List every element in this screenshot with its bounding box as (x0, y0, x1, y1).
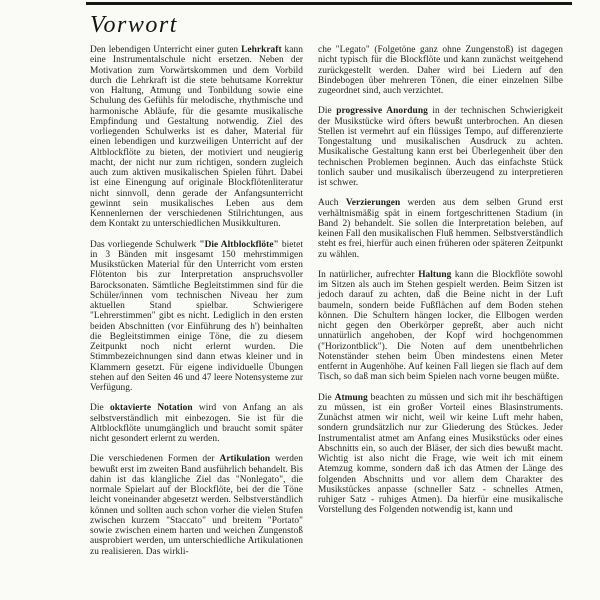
body-text: Die verschiedenen Formen der (90, 454, 220, 465)
paragraph (318, 270, 563, 383)
body-text: Die (90, 403, 110, 414)
paragraph (90, 240, 303, 394)
paragraph (90, 45, 303, 230)
bold-keyword: Atmung (334, 392, 368, 403)
bold-keyword: oktavierte Notation (109, 403, 193, 414)
paragraph (90, 403, 303, 444)
body-text: werden aus dem selben Grund erst verhältnismäßig spät in einem fortgeschrittenen Stadium (in Band 2) behandelt. Sie sollen die Interpretation beleben, auf keinen Fall den musikalischen Fluß hemmen. Selbstverständlich steht es frei, hierfür auch einen früheren oder späteren Zeitpunkt zu wählen. (318, 198, 563, 260)
body-text: werden bewußt erst im zweiten Band ausführlich behandelt. Bis dahin ist das klangliche Ziel das "Nonlegato", die normale Spielart auf der Blockflöte, bei der die Töne leicht voneinander abgesetzt werden. Selbstverständlich können und sollten auch schon vorher die vielen Stufen zwischen kurzem "Staccato" und breitem "Portato" sowie zwischen einem harten und weichen Zungenstoß ausprobiert werden, um unterschiedliche Artikulationen zu realisieren. Das wirkli- (90, 454, 303, 557)
body-text: Auch (318, 198, 346, 209)
top-rule (86, 2, 572, 5)
body-text: che "Legato" (Folgetöne ganz ohne Zungenstoß) ist dagegen nicht typisch für die Blockflöte und kann zunächst weitgehend zurückgestellt werden. Daher wird bei Liedern auf den Bindebogen über mehreren Tönen, die einer einzelnen Silbe zugeordnet sind, auch verzichtet. (318, 45, 563, 96)
bold-keyword: Artikulation (219, 454, 271, 465)
body-text: Die (318, 392, 335, 403)
bold-keyword: Lehrkraft (241, 45, 282, 55)
paragraph (90, 454, 303, 557)
paragraph (318, 393, 563, 516)
body-text: bietet in 3 Bänden mit insgesamt 150 mehrstimmigen Musikstücken Material für den Unterricht vom ersten Flötenton bis zur Interpretation anspruchsvoller Barocksonaten. Sämtliche Begleitstimmen sind für die Schüler/innen vom technischen Niveau her zum aktuellen Stand spielbar. Schwierigere "Lehrerstimmen" gibt es nicht. Lediglich in den ersten beiden Abschnitten (vor Einführung des h') beinhalten die Begleitstimmen einige Töne, die zu diesem Zeitpunkt noch nicht erlernt wurden. Die Stimmbezeichnungen sind dann etwas kleiner und in Klammern gesetzt. Für eigene individuelle Übungen stehen auf den Seiten 46 und 47 leere Notensysteme zur Verfügung. (90, 239, 303, 393)
two-column-text (90, 45, 563, 557)
body-text: kann eine Instrumentalschule nicht ersetzen. Neben der Motivation zum Vorwärtskommen und dem Vorbild durch die Lehrkraft ist die stete behutsame Korrektur von Haltung, Atmung und Tonbildung sowie eine Schulung des Gefühls für melodische, rhythmische und harmonische Abläufe, für die gesamte musikalische Empfindung und Gestaltung notwendig. Ziel des vorliegenden Schulwerks ist es daher, Material für einen lebendigen und kurzweiligen Unterricht auf der Altblockflöte zu bieten, der motiviert und neugierig macht, der nicht nur zum richtigen, sondern zugleich auch zum aktiven musikalischen Spielen führt. Dabei ist eine Einengung auf originale Blockflötenliteratur nicht sinnvoll, denn gerade der Anfangsunterricht gewinnt sein musikalisches Leben aus dem Kennenlernen der verschiedenen Stilrichtungen, aus dem Kontakt zu unterschiedlichen Musikkulturen. (90, 45, 303, 230)
bold-keyword: Verzierungen (345, 198, 401, 209)
bold-keyword: "Die Altblockflöte" (199, 239, 279, 250)
body-text: kann die Blockflöte sowohl im Sitzen als auch im Stehen gespielt werden. Beim Sitzen ist jedoch darauf zu achten, daß die Beine nicht in der Luft baumeln, sondern beide Fußflächen auf dem Boden stehen können. Die Schultern hängen locker, die Ellbogen werden nicht gegen den Oberkörper gepreßt, aber auch nicht unnatürlich angehoben, der Kopf wird hochgenommen ("Horizontblick"). Die Noten auf dem unentbehrlichen Notenständer stehen beim Üben mindestens einen Meter entfernt in Augenhöhe. Auf keinen Fall liegen sie flach auf dem Tisch, so daß man sich beim Spielen nach vorne beugen müßte. (318, 269, 563, 383)
left-column (90, 45, 303, 557)
body-text: In natürlicher, aufrechter (318, 269, 419, 280)
body-text: beachten zu müssen und sich mit ihr beschäftigen zu müssen, ist ein großer Vorteil eines Blasinstruments. Zunächst atmen wir nicht, weil wir keine Luft mehr haben, sondern grundsätzlich nur zur Gliederung des Stückes. Jeder Instrumentalist atmet am Anfang eines Musikstücks oder eines Abschnitts ein, so auch der Bläser, der sich dies bewußt macht. Wichtig ist also nicht die Frage, wie weit ich mit einem Atemzug komme, sondern daß ich das Atmen der Länge des folgenden Abschnitts und vor allem dem Charakter des Musikstückes anpasse (schneller Satz - schnelles Atmen, ruhiger Satz - ruhiges Atmen). Da hierfür eine musikalische Vorstellung des Folgenden notwendig ist, kann und (318, 392, 563, 516)
body-text: wird von Anfang an als selbstverständlich mit einbezogen. Sie ist für die Altblockflöte unumgänglich und braucht somit später nicht gesondert erlernt zu werden. (90, 403, 303, 444)
body-text: in der technischen Schwierigkeit der Musikstücke wird öfters bewußt unterbrochen. An diesen Stellen ist vermehrt auf ein flüssiges Tempo, auf differenzierte Tongestaltung und musikalischen Ausdruck zu achten. Musikalische Gestaltung kann erst bei Überlegenheit über den technischen Problemen beginnen. Auch das einfachste Stück tonlich sauber und musikalisch überzeugend zu interpretieren ist schwer. (318, 106, 563, 188)
paragraph (318, 106, 563, 188)
bold-keyword: progressive Anordung (336, 106, 428, 117)
paragraph (318, 45, 563, 96)
body-text: Den lebendigen Unterricht einer guten (90, 45, 242, 55)
body-text: Das vorliegende Schulwerk (90, 239, 200, 250)
right-column (318, 45, 563, 557)
bold-keyword: Haltung (418, 269, 452, 280)
page-title: Vorwort (90, 12, 178, 38)
paragraph (318, 198, 563, 260)
body-text: Die (318, 106, 337, 117)
